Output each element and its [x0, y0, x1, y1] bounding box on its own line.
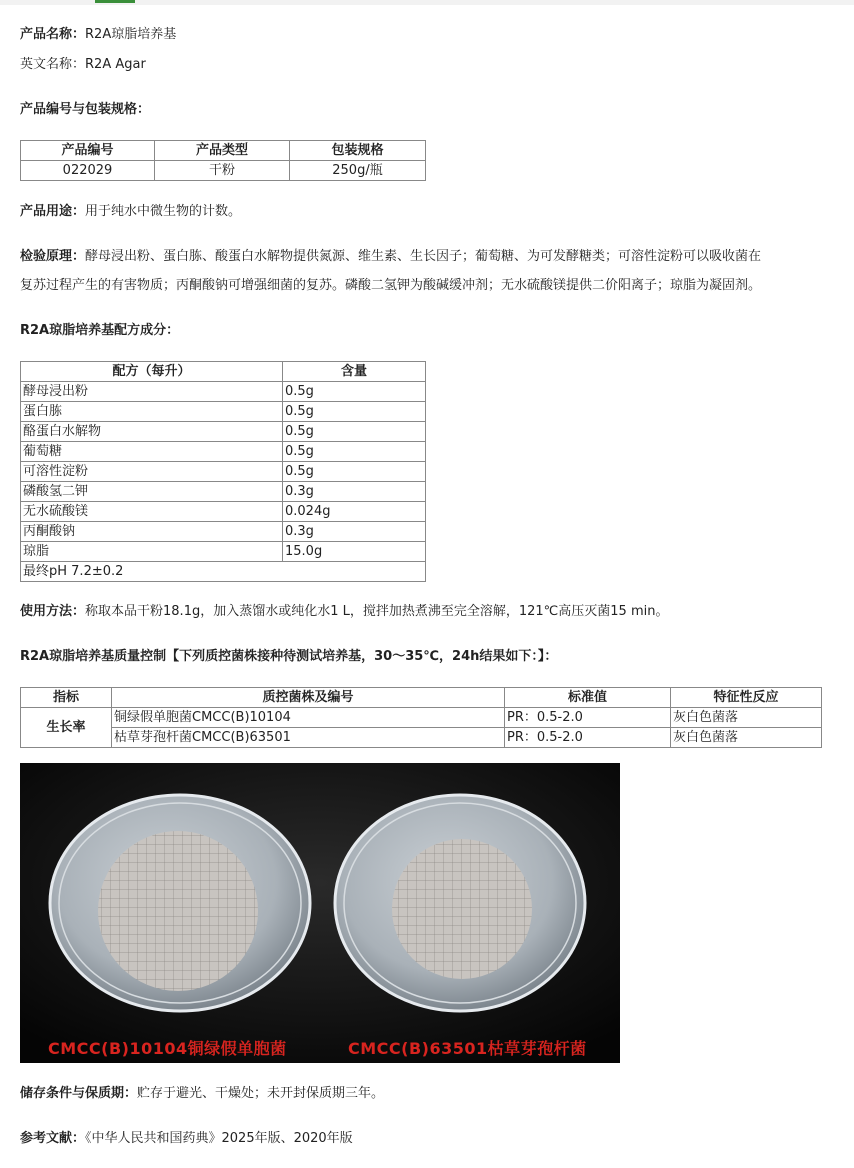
- reference: 参考文献：《中华人民共和国药典》2025年版、2020年版: [20, 1131, 353, 1146]
- amount-cell: 0.5g: [283, 382, 426, 402]
- table-row: [21, 161, 426, 181]
- ingredient-cell: 可溶性淀粉: [21, 462, 283, 482]
- table-header-row: [21, 688, 822, 708]
- left-petri-dish: [50, 795, 310, 1011]
- qc-table: [20, 687, 822, 748]
- qc-heading: R2A琼脂培养基质量控制【下列质控菌株接种待测试培养基，30～35℃，24h结果如下：】：: [20, 649, 558, 664]
- amount-cell: 0.5g: [283, 402, 426, 422]
- table-row: [21, 422, 426, 442]
- petri-dish-photo: [20, 763, 620, 1063]
- table-row: [21, 462, 426, 482]
- ingredient-cell: 酵母浸出粉: [21, 382, 283, 402]
- table-row: [21, 522, 426, 542]
- final-ph: 最终pH 7.2±0.2: [21, 562, 426, 582]
- qc-standard-cell: PR：0.5-2.0: [505, 708, 671, 728]
- amount-cell: 15.0g: [283, 542, 426, 562]
- amount-cell: 0.5g: [283, 442, 426, 462]
- top-bar-accent: [95, 0, 135, 3]
- spec-header-type: 产品类型: [155, 141, 290, 161]
- table-row: [21, 442, 426, 462]
- table-row: [21, 728, 822, 748]
- table-header-row: [21, 362, 426, 382]
- table-row: [21, 542, 426, 562]
- amount-cell: 0.5g: [283, 462, 426, 482]
- usage: 产品用途：用于纯水中微生物的计数。: [20, 204, 242, 219]
- spec-header-code: 产品编号: [21, 141, 155, 161]
- spec-table: [20, 140, 426, 181]
- principle-line-1: 检验原理：酵母浸出粉、蛋白胨、酸蛋白水解物提供氮源、维生素、生长因子；葡萄糖、为可发酵糖类；可溶性淀粉可以吸收菌在: [20, 249, 762, 264]
- qc-group-growth-rate: 生长率: [21, 708, 112, 748]
- ingredient-cell: 琼脂: [21, 542, 283, 562]
- english-name: 英文名称：R2A Agar: [20, 57, 146, 72]
- spec-header-package: 包装规格: [290, 141, 426, 161]
- spec-cell-code: 022029: [21, 161, 155, 181]
- table-row: [21, 482, 426, 502]
- table-row: [21, 382, 426, 402]
- amount-cell: 0.024g: [283, 502, 426, 522]
- storage: 储存条件与保质期：贮存于避光、干燥处；未开封保质期三年。: [20, 1086, 385, 1101]
- ingredient-cell: 磷酸氢二钾: [21, 482, 283, 502]
- qc-header-reaction: 特征性反应: [671, 688, 822, 708]
- qc-header-indicator: 指标: [21, 688, 112, 708]
- amount-cell: 0.3g: [283, 522, 426, 542]
- formula-table: [20, 361, 426, 582]
- product-name: 产品名称：R2A琼脂培养基: [20, 27, 177, 42]
- spec-heading: 产品编号与包装规格：: [20, 102, 151, 117]
- right-dish-caption: CMCC(B)63501枯草芽孢杆菌: [348, 1039, 587, 1058]
- method: 使用方法：称取本品干粉18.1g，加入蒸馏水或纯化水1 L，搅拌加热煮沸至完全溶解，121℃高压灭菌15 min。: [20, 604, 669, 619]
- table-row: [21, 502, 426, 522]
- ingredient-cell: 无水硫酸镁: [21, 502, 283, 522]
- principle-line-2: 复苏过程产生的有害物质；丙酮酸钠可增强细菌的复苏。磷酸二氢钾为酸碱缓冲剂；无水硫酸镁提供二价阳离子；琼脂为凝固剂。: [20, 278, 762, 293]
- ingredient-cell: 酪蛋白水解物: [21, 422, 283, 442]
- qc-strain-cell: 铜绿假单胞菌CMCC(B)10104: [112, 708, 505, 728]
- ingredient-cell: 丙酮酸钠: [21, 522, 283, 542]
- right-petri-dish: [335, 795, 585, 1011]
- table-row: [21, 708, 822, 728]
- qc-standard-cell: PR：0.5-2.0: [505, 728, 671, 748]
- right-membrane-filter: [392, 839, 532, 979]
- formula-header-amount: 含量: [283, 362, 426, 382]
- qc-header-standard: 标准值: [505, 688, 671, 708]
- ingredient-cell: 蛋白胨: [21, 402, 283, 422]
- table-footer-row: [21, 562, 426, 582]
- qc-reaction-cell: 灰白色菌落: [671, 728, 822, 748]
- top-bar: [0, 0, 854, 5]
- left-dish-caption: CMCC(B)10104铜绿假单胞菌: [48, 1039, 287, 1058]
- formula-header-ingredient: 配方（每升）: [21, 362, 283, 382]
- amount-cell: 0.3g: [283, 482, 426, 502]
- qc-reaction-cell: 灰白色菌落: [671, 708, 822, 728]
- spec-cell-type: 干粉: [155, 161, 290, 181]
- formula-heading: R2A琼脂培养基配方成分：: [20, 323, 180, 338]
- petri-dishes-illustration: [20, 763, 620, 1063]
- spec-cell-package: 250g/瓶: [290, 161, 426, 181]
- qc-header-strain: 质控菌株及编号: [112, 688, 505, 708]
- table-header-row: [21, 141, 426, 161]
- qc-strain-cell: 枯草芽孢杆菌CMCC(B)63501: [112, 728, 505, 748]
- amount-cell: 0.5g: [283, 422, 426, 442]
- table-row: [21, 402, 426, 422]
- ingredient-cell: 葡萄糖: [21, 442, 283, 462]
- left-membrane-filter: [98, 831, 258, 991]
